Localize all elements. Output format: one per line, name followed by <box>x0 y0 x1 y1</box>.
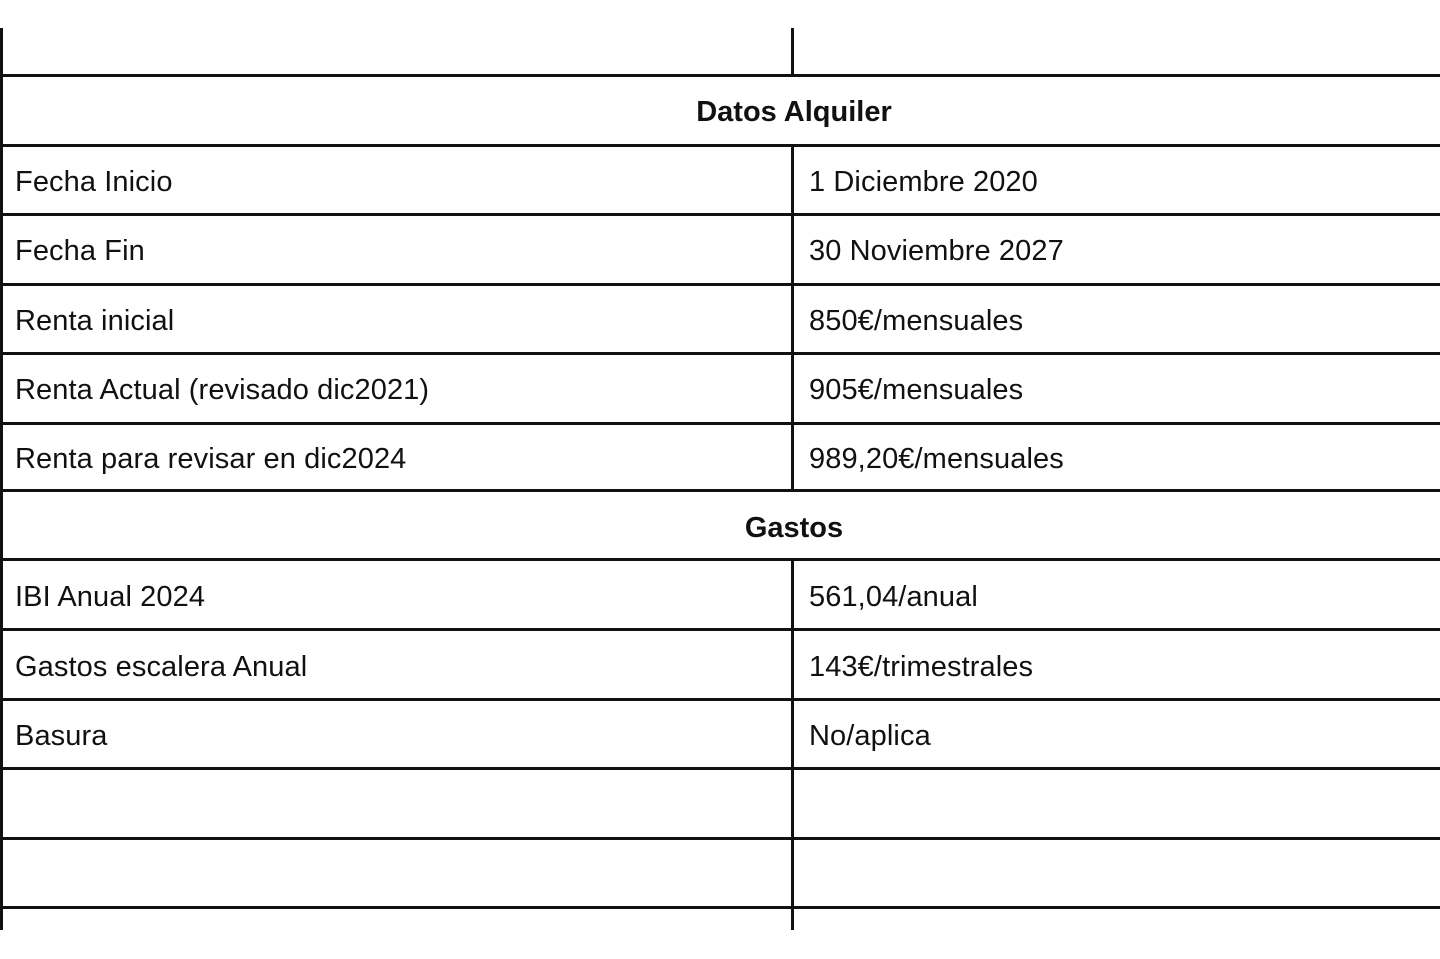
row-label-ibi-anual: IBI Anual 2024 <box>15 581 206 613</box>
row-divider <box>0 422 1440 425</box>
row-label-fecha-inicio: Fecha Inicio <box>15 166 173 198</box>
column-divider <box>791 144 794 491</box>
row-label-fecha-fin: Fecha Fin <box>15 235 145 267</box>
row-value-gastos-escalera: 143€/trimestrales <box>809 651 1034 683</box>
column-divider <box>791 558 794 930</box>
section-title-datos-alquiler: Datos Alquiler <box>696 96 892 128</box>
row-value-fecha-fin: 30 Noviembre 2027 <box>809 235 1064 267</box>
row-divider <box>0 558 1440 561</box>
row-divider <box>0 283 1440 286</box>
row-label-gastos-escalera: Gastos escalera Anual <box>15 651 308 683</box>
row-divider <box>0 698 1440 701</box>
row-value-renta-inicial: 850€/mensuales <box>809 305 1024 337</box>
row-divider <box>0 352 1440 355</box>
row-value-renta-actual: 905€/mensuales <box>809 374 1024 406</box>
row-divider <box>0 837 1440 840</box>
column-divider <box>791 28 794 76</box>
row-divider <box>0 213 1440 216</box>
table-left-border <box>0 28 3 930</box>
row-divider <box>0 489 1440 492</box>
row-value-fecha-inicio: 1 Diciembre 2020 <box>809 166 1038 198</box>
row-label-renta-revisar: Renta para revisar en dic2024 <box>15 443 407 475</box>
row-label-renta-actual: Renta Actual (revisado dic2021) <box>15 374 430 406</box>
row-divider <box>0 628 1440 631</box>
row-value-basura: No/aplica <box>809 720 931 752</box>
row-label-basura: Basura <box>15 720 108 752</box>
row-label-renta-inicial: Renta inicial <box>15 305 175 337</box>
row-value-ibi-anual: 561,04/anual <box>809 581 978 613</box>
section-title-gastos: Gastos <box>744 512 844 544</box>
row-divider <box>0 767 1440 770</box>
row-divider <box>0 74 1440 77</box>
row-value-renta-revisar: 989,20€/mensuales <box>809 443 1064 475</box>
row-divider <box>0 144 1440 147</box>
row-divider <box>0 906 1440 909</box>
